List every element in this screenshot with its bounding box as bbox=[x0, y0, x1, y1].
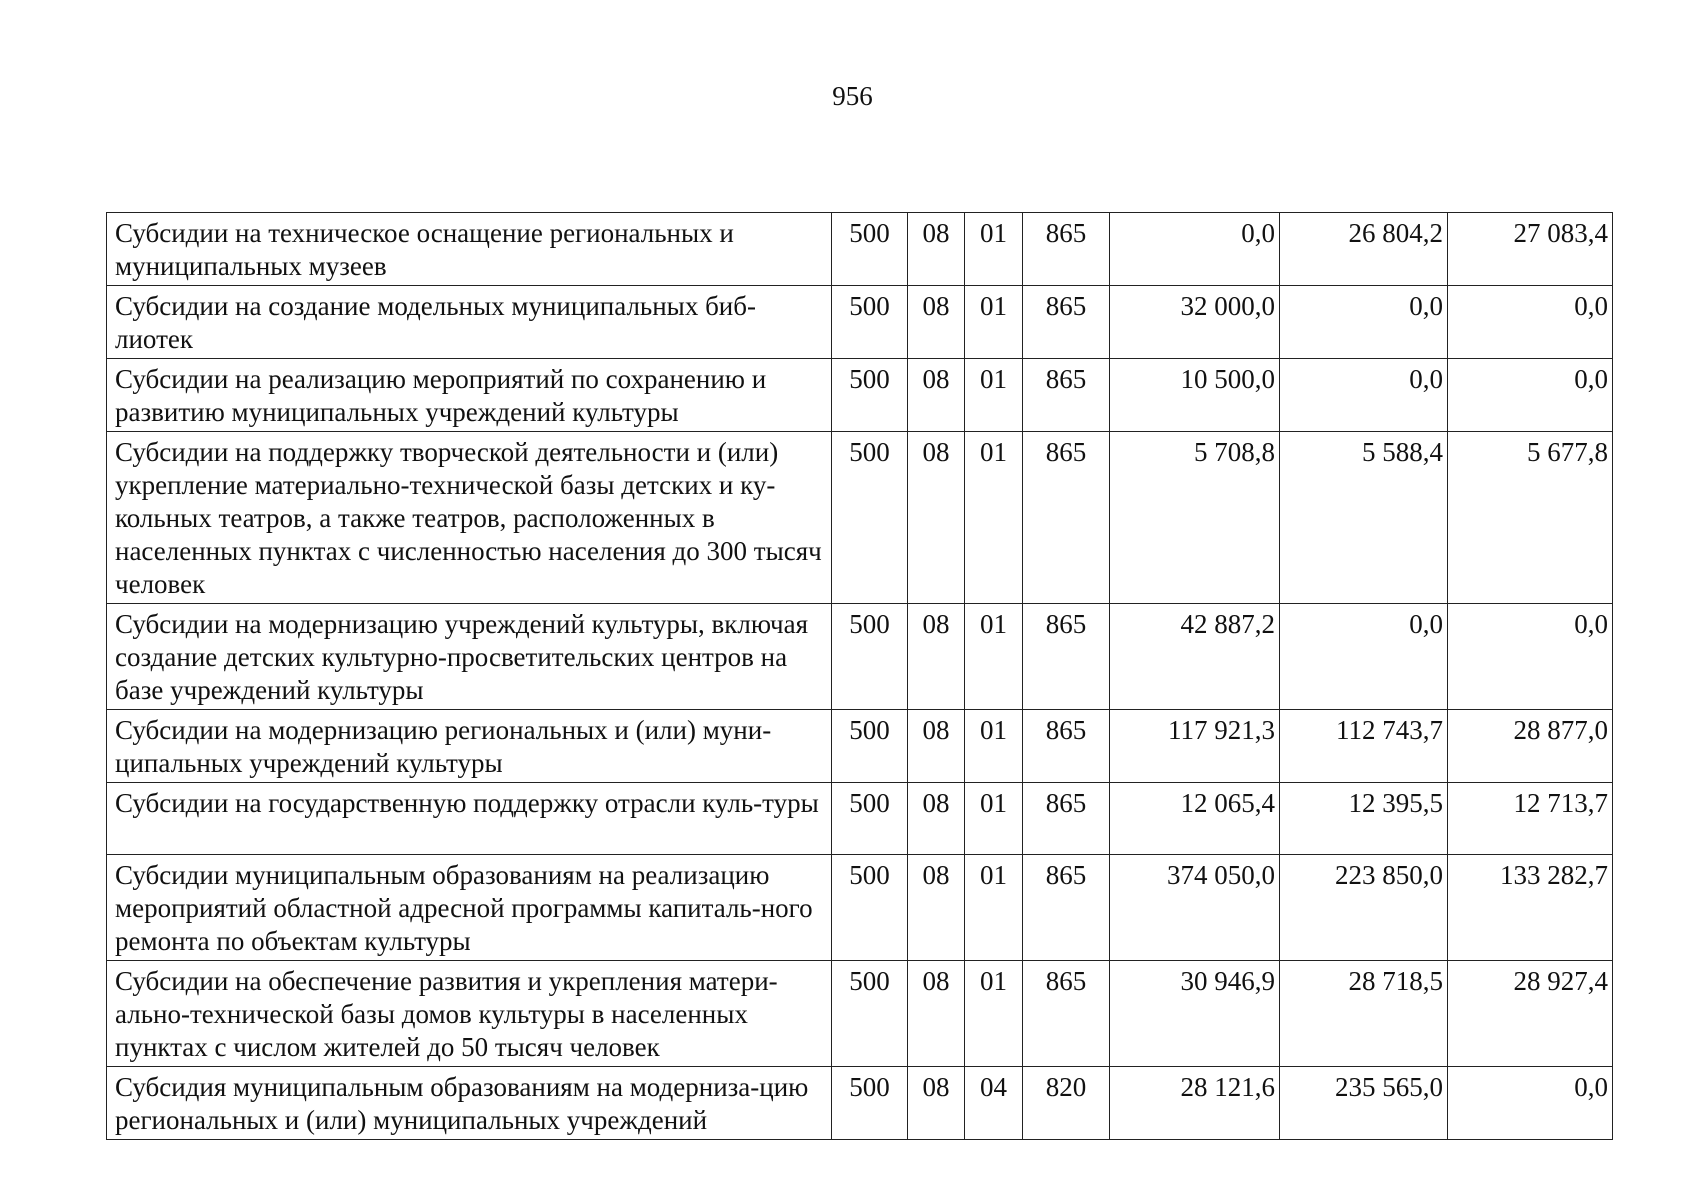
code-chapter: 08 bbox=[908, 432, 965, 604]
amount-year-3: 0,0 bbox=[1448, 604, 1613, 710]
code-item: 865 bbox=[1023, 783, 1110, 855]
amount-year-2: 235 565,0 bbox=[1280, 1067, 1448, 1140]
code-section: 500 bbox=[832, 604, 908, 710]
amount-year-1: 117 921,3 bbox=[1110, 710, 1280, 783]
row-name: Субсидии на реализацию мероприятий по сохранению и развитию муниципальных учреждений культуры bbox=[107, 359, 832, 432]
code-item: 865 bbox=[1023, 855, 1110, 961]
code-subsection: 01 bbox=[965, 213, 1023, 286]
row-name: Субсидии на создание модельных муниципальных биб-лиотек bbox=[107, 286, 832, 359]
code-subsection: 01 bbox=[965, 604, 1023, 710]
table-row bbox=[107, 855, 1613, 961]
table-row bbox=[107, 359, 1613, 432]
row-name: Субсидии на техническое оснащение региональных и муниципальных музеев bbox=[107, 213, 832, 286]
code-subsection: 01 bbox=[965, 432, 1023, 604]
code-section: 500 bbox=[832, 710, 908, 783]
table-row bbox=[107, 213, 1613, 286]
code-subsection: 01 bbox=[965, 783, 1023, 855]
amount-year-1: 10 500,0 bbox=[1110, 359, 1280, 432]
code-item: 865 bbox=[1023, 961, 1110, 1067]
amount-year-1: 42 887,2 bbox=[1110, 604, 1280, 710]
amount-year-2: 26 804,2 bbox=[1280, 213, 1448, 286]
code-subsection: 01 bbox=[965, 855, 1023, 961]
amount-year-3: 5 677,8 bbox=[1448, 432, 1613, 604]
amount-year-2: 12 395,5 bbox=[1280, 783, 1448, 855]
amount-year-2: 0,0 bbox=[1280, 286, 1448, 359]
code-item: 865 bbox=[1023, 604, 1110, 710]
code-section: 500 bbox=[832, 855, 908, 961]
amount-year-1: 30 946,9 bbox=[1110, 961, 1280, 1067]
code-chapter: 08 bbox=[908, 710, 965, 783]
code-section: 500 bbox=[832, 432, 908, 604]
table-row bbox=[107, 604, 1613, 710]
code-subsection: 01 bbox=[965, 286, 1023, 359]
amount-year-3: 133 282,7 bbox=[1448, 855, 1613, 961]
code-chapter: 08 bbox=[908, 286, 965, 359]
code-item: 865 bbox=[1023, 286, 1110, 359]
code-chapter: 08 bbox=[908, 213, 965, 286]
code-item: 865 bbox=[1023, 710, 1110, 783]
amount-year-2: 28 718,5 bbox=[1280, 961, 1448, 1067]
amount-year-1: 0,0 bbox=[1110, 213, 1280, 286]
row-name: Субсидии на модернизацию учреждений культуры, включая создание детских культурно-просветительских центров на базе учреждений культуры bbox=[107, 604, 832, 710]
code-chapter: 08 bbox=[908, 783, 965, 855]
amount-year-3: 12 713,7 bbox=[1448, 783, 1613, 855]
code-item: 820 bbox=[1023, 1067, 1110, 1140]
code-subsection: 01 bbox=[965, 961, 1023, 1067]
page-number: 956 bbox=[832, 81, 873, 111]
amount-year-2: 112 743,7 bbox=[1280, 710, 1448, 783]
code-chapter: 08 bbox=[908, 1067, 965, 1140]
table-row bbox=[107, 286, 1613, 359]
amount-year-1: 12 065,4 bbox=[1110, 783, 1280, 855]
row-name: Субсидии на обеспечение развития и укрепления матери-ально-технической базы домов культуры в населенных пунктах с числом жителей до 50 тысяч человек bbox=[107, 961, 832, 1067]
code-chapter: 08 bbox=[908, 855, 965, 961]
amount-year-3: 27 083,4 bbox=[1448, 213, 1613, 286]
amount-year-2: 0,0 bbox=[1280, 604, 1448, 710]
code-item: 865 bbox=[1023, 359, 1110, 432]
row-name: Субсидия муниципальным образованиям на модерниза-цию региональных и (или) муниципальных учреждений bbox=[107, 1067, 832, 1140]
code-section: 500 bbox=[832, 286, 908, 359]
code-chapter: 08 bbox=[908, 359, 965, 432]
table-row bbox=[107, 710, 1613, 783]
code-subsection: 01 bbox=[965, 710, 1023, 783]
amount-year-1: 374 050,0 bbox=[1110, 855, 1280, 961]
amount-year-1: 32 000,0 bbox=[1110, 286, 1280, 359]
table-row bbox=[107, 432, 1613, 604]
code-item: 865 bbox=[1023, 213, 1110, 286]
amount-year-1: 28 121,6 bbox=[1110, 1067, 1280, 1140]
amount-year-2: 0,0 bbox=[1280, 359, 1448, 432]
code-section: 500 bbox=[832, 961, 908, 1067]
code-item: 865 bbox=[1023, 432, 1110, 604]
code-subsection: 01 bbox=[965, 359, 1023, 432]
amount-year-3: 0,0 bbox=[1448, 1067, 1613, 1140]
row-name: Субсидии на государственную поддержку отрасли куль-туры bbox=[107, 783, 832, 855]
code-subsection: 04 bbox=[965, 1067, 1023, 1140]
code-section: 500 bbox=[832, 783, 908, 855]
row-name: Субсидии на модернизацию региональных и (или) муни-ципальных учреждений культуры bbox=[107, 710, 832, 783]
code-chapter: 08 bbox=[908, 604, 965, 710]
code-chapter: 08 bbox=[908, 961, 965, 1067]
code-section: 500 bbox=[832, 1067, 908, 1140]
budget-table bbox=[106, 212, 1613, 1140]
code-section: 500 bbox=[832, 213, 908, 286]
amount-year-3: 0,0 bbox=[1448, 286, 1613, 359]
amount-year-2: 5 588,4 bbox=[1280, 432, 1448, 604]
table-row bbox=[107, 783, 1613, 855]
amount-year-1: 5 708,8 bbox=[1110, 432, 1280, 604]
row-name: Субсидии на поддержку творческой деятельности и (или) укрепление материально-технической базы детских и ку-кольных театров, а также театров, расположенных в населенных пунктах с численностью населения до 300 тысяч человек bbox=[107, 432, 832, 604]
amount-year-3: 0,0 bbox=[1448, 359, 1613, 432]
row-name: Субсидии муниципальным образованиям на реализацию мероприятий областной адресной программы капиталь-ного ремонта по объектам культуры bbox=[107, 855, 832, 961]
table-row bbox=[107, 961, 1613, 1067]
amount-year-2: 223 850,0 bbox=[1280, 855, 1448, 961]
amount-year-3: 28 927,4 bbox=[1448, 961, 1613, 1067]
code-section: 500 bbox=[832, 359, 908, 432]
amount-year-3: 28 877,0 bbox=[1448, 710, 1613, 783]
table-row bbox=[107, 1067, 1613, 1140]
